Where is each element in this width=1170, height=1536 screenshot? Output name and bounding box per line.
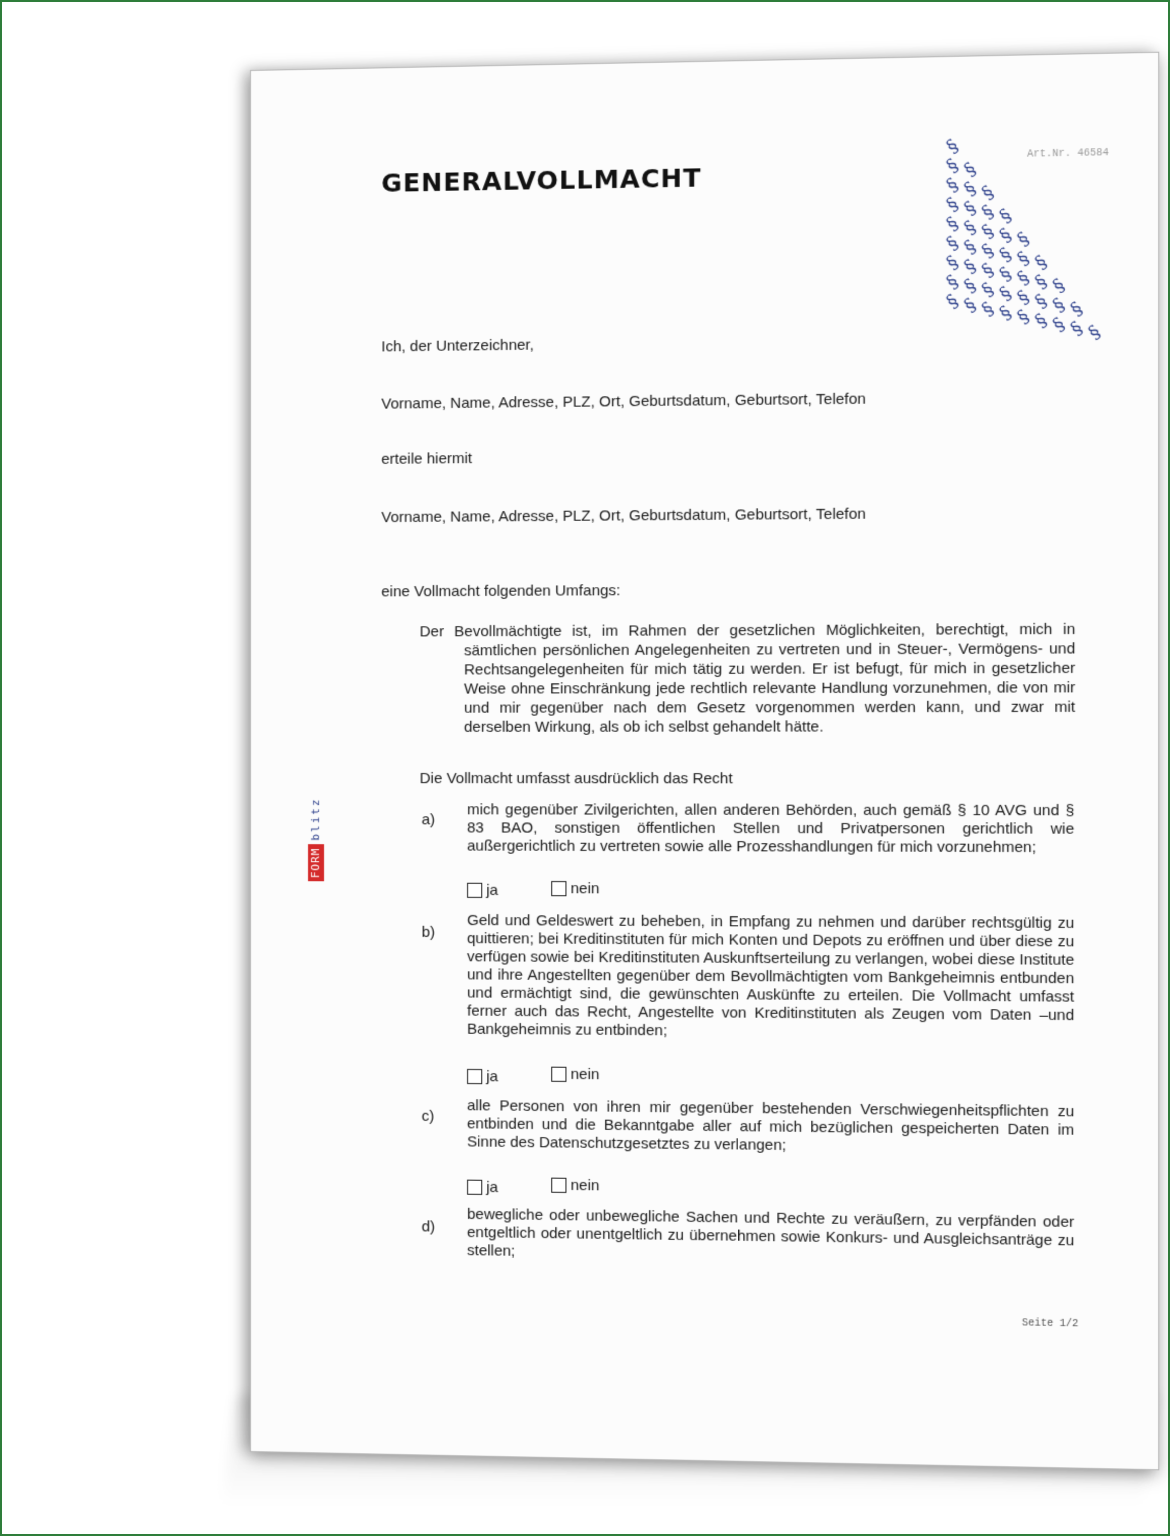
seal-glyph: § <box>1031 270 1052 294</box>
formblitz-logo <box>308 771 324 881</box>
seal-glyph: § <box>995 282 1016 306</box>
seal-glyph: § <box>1066 297 1088 321</box>
seal-glyph: § <box>995 204 1016 228</box>
document-title: GENERALVOLLMACHT <box>381 163 702 198</box>
seal-glyph: § <box>942 135 963 158</box>
seal-glyph: § <box>1013 228 1034 251</box>
item-a-no-checkbox[interactable] <box>551 881 566 896</box>
seal-glyph: § <box>1013 266 1034 290</box>
seal-glyph: § <box>942 193 963 217</box>
seal-glyph: § <box>942 232 963 255</box>
item-b-no-checkbox[interactable] <box>551 1067 566 1082</box>
seal-glyph: § <box>977 259 999 282</box>
seal-glyph: § <box>1048 274 1070 298</box>
page-number: Seite 1/2 <box>1021 1318 1079 1331</box>
seal-glyph: § <box>960 158 981 182</box>
item-a-yes-label: ja <box>486 881 499 899</box>
seal-glyph: § <box>977 239 999 263</box>
seal-glyph: § <box>977 220 999 244</box>
item-a-text: mich gegenüber Zivilgerichten, allen anderen Behörden, auch gemäß § 10 AVG und § 83 BAO, sonstigen öffentlichen Stellen und Privatpersonen gerichtlich wie außergerichtlich zu vertreten sowie alle Prozesshandlungen für mich vorzunehmen; <box>467 801 1075 857</box>
agent-details: Vorname, Name, Adresse, PLZ, Ort, Geburtsdatum, Geburtsort, Telefon <box>381 505 866 527</box>
document-page <box>250 52 1159 1471</box>
paragraph-seal-icon <box>942 130 1116 345</box>
seal-glyph: § <box>1031 309 1052 333</box>
seal-glyph: § <box>995 224 1016 247</box>
seal-glyph: § <box>1066 317 1088 341</box>
seal-glyph: § <box>942 290 963 314</box>
item-c-label: c) <box>421 1107 435 1125</box>
item-c-yes-option[interactable] <box>467 1179 498 1196</box>
item-b-yes-checkbox[interactable] <box>467 1069 482 1084</box>
item-c-no-option[interactable] <box>551 1177 599 1195</box>
seal-glyph: § <box>960 274 981 298</box>
seal-glyph: § <box>977 298 999 321</box>
seal-glyph: § <box>960 255 981 279</box>
item-b-label: b) <box>421 923 436 941</box>
item-a-no-label: nein <box>570 880 600 898</box>
seal-glyph: § <box>1084 321 1105 345</box>
item-c-no-label: nein <box>570 1176 600 1195</box>
seal-glyph: § <box>977 278 999 302</box>
principal-details: Vorname, Name, Adresse, PLZ, Ort, Geburtsdatum, Geburtsort, Telefon <box>381 390 866 413</box>
brand-blitz: blitz <box>309 797 323 841</box>
seal-glyph: § <box>977 200 999 224</box>
item-a-no-option[interactable] <box>551 880 599 897</box>
seal-glyph: § <box>995 301 1016 325</box>
seal-glyph: § <box>960 235 981 259</box>
scope-intro: eine Vollmacht folgenden Umfangs: <box>381 582 621 601</box>
item-b-yes-label: ja <box>486 1068 499 1086</box>
seal-glyph: § <box>1031 290 1052 313</box>
seal-glyph: § <box>995 243 1016 267</box>
item-d-text: bewegliche oder unbewegliche Sachen und Rechte zu veräußern, zu verpfänden oder entgeltlich oder unentgeltlich zu übernehmen sowie Konkurs- und Ausgleichsanträge zu stellen; <box>467 1205 1075 1260</box>
seal-glyph: § <box>995 263 1016 286</box>
seal-glyph: § <box>960 294 981 317</box>
scope-paragraph: Der Bevollmächtigte ist, im Rahmen der gesetzlichen Möglichkeiten, berechtigt, mich in sämtlichen persönlichen Angelegenheiten zu vertreten und in Steuer-, Vermögens- und Rechtsangelegenheiten für mich tätig zu werden. Er ist befugt, für mich in gesetzlicher Weise ohne Einschränkung jede rechtlich relevante Handlung vorzunehmen, die von mir und mir gegenüber nach dem Gesetz vorgenommen werden kann, und zwar mit derselben Wirkung, als ob ich selbst gehandelt hätte. <box>419 620 1076 736</box>
item-b-no-label: nein <box>570 1065 600 1084</box>
seal-glyph: § <box>960 197 981 220</box>
item-c-yes-checkbox[interactable] <box>467 1180 482 1195</box>
seal-glyph: § <box>1048 294 1070 317</box>
seal-glyph: § <box>960 216 981 240</box>
rights-intro: Die Vollmacht umfasst ausdrücklich das Recht <box>419 770 733 788</box>
grant-line: erteile hiermit <box>381 450 473 468</box>
article-number: Art.Nr. 46584 <box>1027 148 1109 161</box>
seal-glyph: § <box>1013 247 1034 271</box>
item-a-yes-option[interactable] <box>467 882 498 899</box>
item-b-yes-option[interactable] <box>467 1068 498 1085</box>
seal-glyph: § <box>942 174 963 197</box>
seal-glyph: § <box>942 212 963 236</box>
item-c-text: alle Personen von ihren mir gegenüber bestehenden Verschwiegenheitspflichten zu entbinden und die Bekanntgabe aller auf mich bezüglichen gespeicherten Daten im Sinne des Datenschutzgesetztes zu verlangen; <box>467 1097 1075 1155</box>
seal-glyph: § <box>1013 286 1034 310</box>
seal-glyph: § <box>977 181 999 205</box>
brand-form: FORM <box>308 845 324 882</box>
item-a-label: a) <box>421 811 436 829</box>
seal-glyph: § <box>942 270 963 294</box>
item-b-text: Geld und Geldeswert zu beheben, in Empfang zu nehmen und darüber rechtsgültig zu quittieren; bei Kreditinstituten für mich Konten und Depots zu eröffnen und über diese zu verfügen sowie bei Kreditinstituten Auskunftserteilung zu verlangen, wobei diese Institute und ihre Angestellten gegenüber dem Bevollmächtigten vom Bankgeheimnis entbunden und ermächtigt sind, die gewünschten Auskünfte zu erteilen. Die Vollmacht umfasst ferner auch das Recht, Angestellte von Kreditinstituten als Zeugen vom Daten –und Bankgeheimnis zu entbinden; <box>467 911 1075 1040</box>
seal-glyph: § <box>1048 313 1070 337</box>
seal-glyph: § <box>960 177 981 201</box>
seal-glyph: § <box>1013 305 1034 329</box>
item-d-label: d) <box>421 1218 436 1236</box>
intro-line: Ich, der Unterzeichner, <box>381 336 534 356</box>
item-c-no-checkbox[interactable] <box>551 1178 566 1193</box>
item-b-no-option[interactable] <box>551 1066 599 1084</box>
item-c-yes-label: ja <box>486 1178 499 1197</box>
seal-glyph: § <box>942 154 963 178</box>
seal-glyph: § <box>942 251 963 275</box>
seal-glyph: § <box>1031 251 1052 275</box>
item-a-yes-checkbox[interactable] <box>467 883 482 898</box>
